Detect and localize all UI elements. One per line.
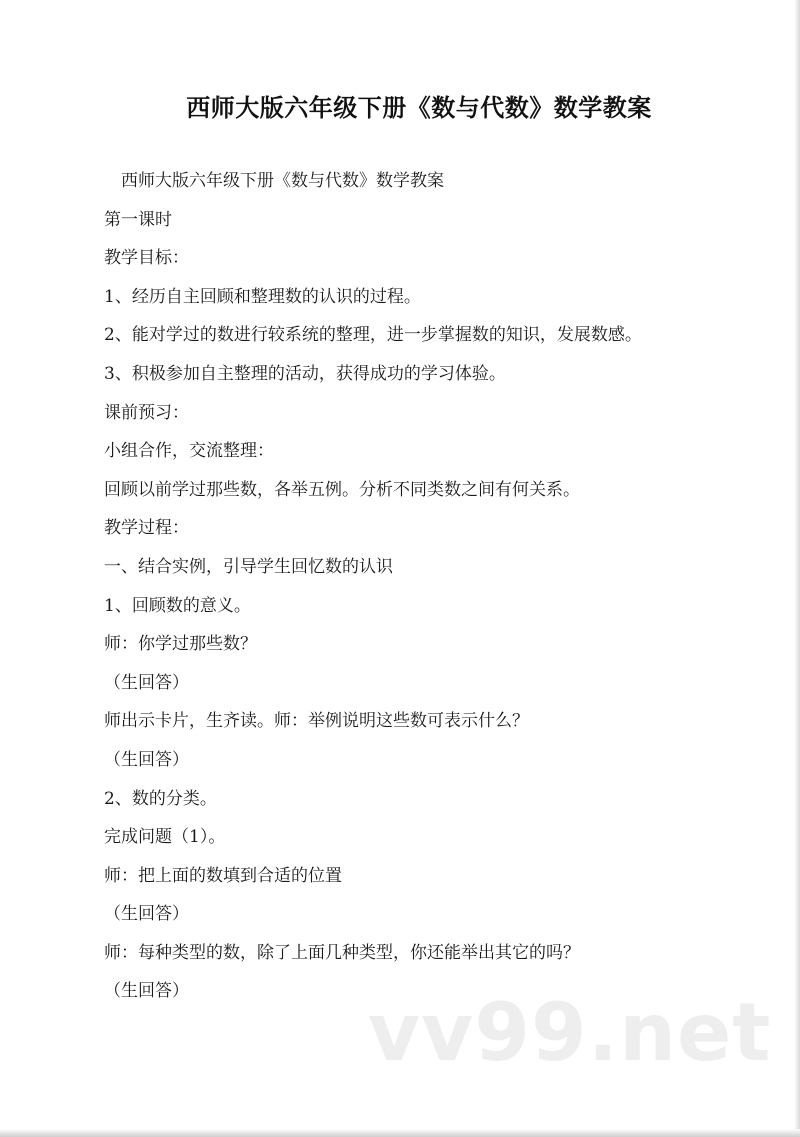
body-line-section-1: 一、结合实例，引导学生回忆数的认识 xyxy=(104,556,393,577)
watermark: vv99.net xyxy=(368,986,772,1079)
document-title: 西师大版六年级下册《数与代数》数学教案 xyxy=(186,94,652,122)
body-line-teacher-3: 师：把上面的数填到合适的位置 xyxy=(104,865,342,886)
body-line-step-1: 1、回顾数的意义。 xyxy=(104,595,251,616)
body-line-student-answer-1: （生回答） xyxy=(104,672,189,693)
body-line-goal-1: 1、经历自主回顾和整理数的认识的过程。 xyxy=(104,286,421,307)
page-edge-shadow-bottom xyxy=(0,1129,800,1137)
document-body xyxy=(104,168,704,1017)
page-edge-shadow-right xyxy=(794,0,800,1137)
body-line-teacher-1: 师：你学过那些数？ xyxy=(104,634,257,655)
body-line-teacher-4: 师：每种类型的数，除了上面几种类型，你还能举出其它的吗？ xyxy=(104,942,580,963)
body-line-student-answer-3: （生回答） xyxy=(104,904,189,925)
body-line-lesson: 第一课时 xyxy=(104,209,172,230)
body-line-goal-3: 3、积极参加自主整理的活动，获得成功的学习体验。 xyxy=(104,363,506,384)
body-line-goals-heading: 教学目标： xyxy=(104,248,189,269)
body-line-goal-2: 2、能对学过的数进行较系统的整理，进一步掌握数的知识，发展数感。 xyxy=(104,325,642,346)
body-line-teacher-2: 师出示卡片，生齐读。师：举例说明这些数可表示什么？ xyxy=(104,711,529,732)
body-line-task: 完成问题（1）。 xyxy=(104,827,226,848)
body-line-student-answer-2: （生回答） xyxy=(104,749,189,770)
body-line-step-2: 2、数的分类。 xyxy=(104,788,217,809)
body-line-student-answer-4: （生回答） xyxy=(104,981,189,1002)
body-line-heading: 西师大版六年级下册《数与代数》数学教案 xyxy=(121,171,444,191)
body-line-preview-heading: 课前预习： xyxy=(104,402,189,423)
body-line-process-heading: 教学过程： xyxy=(104,518,189,539)
body-line-review: 回顾以前学过那些数，各举五例。分析不同类数之间有何关系。 xyxy=(104,479,580,500)
body-line-group-work: 小组合作，交流整理： xyxy=(104,441,274,462)
